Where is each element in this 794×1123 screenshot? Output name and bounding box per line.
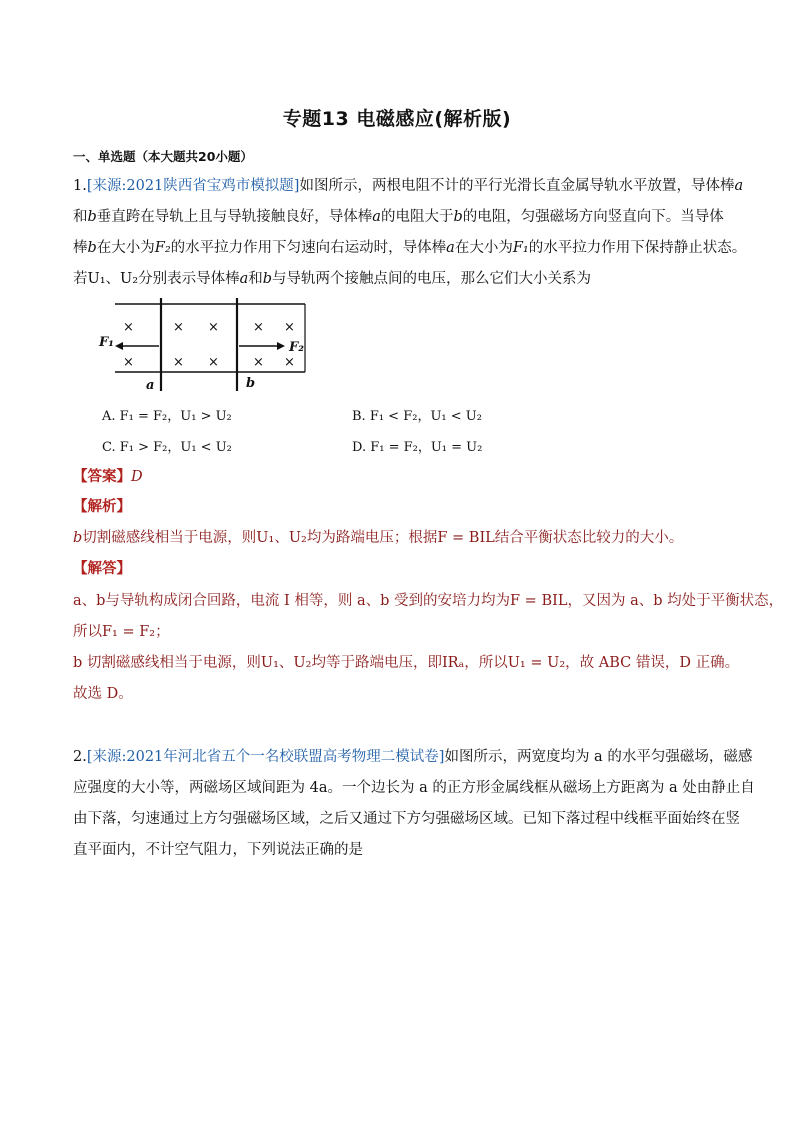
solution-line-2: 所以F₁ = F₂；	[73, 624, 170, 640]
q1-text-2b: 垂直跨在导轨上且与导轨接触良好，导体棒	[96, 209, 373, 225]
answer-line	[73, 467, 143, 487]
q1-var-b: b	[453, 209, 463, 225]
q1-number: 1.	[73, 178, 87, 194]
q1-text-2a: 和	[73, 209, 88, 225]
q2-line-1	[73, 747, 752, 767]
solution-line-3: b 切割磁感线相当于电源，则U₁、U₂均等于路端电压，即IRₐ，所以U₁ = U₂，故 ABC 错误，D 正确。	[73, 655, 740, 671]
analysis-text	[73, 528, 683, 548]
solution-line-1: a、b与导轨构成闭合回路，电流 I 相等，则 a、b 受到的安培力均为F = BIL，又因为 a、b 均处于平衡状态，	[73, 593, 784, 609]
field-cross: ×	[123, 320, 134, 335]
answer-tag: 【答案】	[73, 468, 131, 485]
q2-line-3: 由下落，匀速通过上方匀强磁场区域，之后又通过下方匀强磁场区域。已知下落过程中线框平面始终在竖	[73, 811, 740, 827]
solution-tag: 【解答】	[73, 560, 131, 577]
analysis-var-b: b	[73, 530, 83, 546]
field-cross: ×	[284, 320, 295, 335]
q1-text-2c: 的电阻大于	[380, 209, 454, 225]
q2-line-2: 应强度的大小等，两磁场区域间距为 4a。一个边长为 a 的正方形金属线框从磁场上方距离为 a 处由静止自	[73, 780, 755, 796]
field-cross: ×	[253, 320, 264, 335]
q1-text-3a: 棒	[73, 240, 88, 256]
field-cross: ×	[123, 355, 134, 370]
option-a: A. F₁ = F₂，U₁ > U₂	[102, 409, 232, 424]
label-F2: F₂	[289, 340, 304, 355]
q1-var-b: b	[87, 209, 97, 225]
option-d: D. F₁ = F₂，U₁ = U₂	[352, 440, 483, 455]
q2-number: 2.	[73, 749, 87, 765]
arrow-F1-head	[115, 342, 123, 350]
q1-text-4a: 若U₁、U₂分别表示导体棒	[73, 271, 240, 287]
option-b: B. F₁ < F₂，U₁ < U₂	[352, 409, 482, 424]
q1-text-4c: 与导轨两个接触点间的电压，那么它们大小关系为	[272, 271, 592, 287]
q1-text-3b: 在大小为	[96, 240, 155, 256]
page-title: 专题13 电磁感应(解析版)	[282, 108, 512, 130]
label-b: b	[246, 376, 256, 391]
q1-line-1	[73, 176, 743, 196]
q1-line-3	[73, 238, 746, 258]
q1-text-3d: 在大小为	[454, 240, 513, 256]
q1-line-4	[73, 269, 591, 289]
solution-tag-line	[73, 559, 131, 579]
q1-text-3e: 的水平拉力作用下保持静止状态。	[528, 240, 747, 256]
q1-text-2d: 的电阻，匀强磁场方向竖直向下。当导体	[462, 209, 724, 225]
q1-var-b: b	[87, 240, 97, 256]
q1-var-a: a	[372, 209, 381, 225]
rail-diagram	[95, 296, 325, 391]
label-a: a	[146, 378, 155, 391]
q1-F1: F₁	[512, 240, 529, 256]
q1-text-3c: 的水平拉力作用下匀速向右运动时，导体棒	[170, 240, 447, 256]
analysis-body: 切割磁感线相当于电源，则U₁、U₂均为路端电压；根据F = BIL结合平衡状态比较力的大小。	[82, 530, 684, 546]
solution-line-4: 故选 D。	[73, 686, 133, 702]
analysis-tag-line	[73, 497, 131, 517]
field-cross: ×	[208, 320, 219, 335]
q1-text-4b: 和	[248, 271, 263, 287]
answer-value: D	[131, 469, 143, 485]
field-cross: ×	[284, 355, 295, 370]
q1-source: [来源:2021陕西省宝鸡市模拟题]	[86, 178, 300, 194]
field-cross: ×	[253, 355, 264, 370]
q1-var-a: a	[734, 178, 744, 194]
option-c: C. F₁ > F₂，U₁ < U₂	[102, 440, 232, 455]
q1-line-2	[73, 207, 724, 227]
field-cross: ×	[173, 355, 184, 370]
q2-source: [来源:2021年河北省五个一名校联盟高考物理二模试卷]	[86, 749, 445, 765]
q1-F2: F₂	[154, 240, 171, 256]
q1-var-b: b	[262, 271, 273, 287]
q2-line-4: 直平面内，不计空气阻力，下列说法正确的是	[73, 842, 363, 858]
arrow-F2-head	[277, 342, 285, 350]
analysis-tag: 【解析】	[73, 498, 131, 515]
field-cross: ×	[208, 355, 219, 370]
section-heading: 一、单选题（本大题共20小题）	[73, 149, 253, 164]
label-F1: F₁	[99, 335, 114, 350]
field-cross: ×	[173, 320, 184, 335]
q1-var-a: a	[239, 271, 249, 287]
q1-var-a: a	[446, 240, 455, 256]
q2-text-1: 如图所示，两宽度均为 a 的水平匀强磁场，磁感	[444, 749, 753, 765]
q1-text-1: 如图所示，两根电阻不计的平行光滑长直金属导轨水平放置，导体棒	[299, 178, 735, 194]
